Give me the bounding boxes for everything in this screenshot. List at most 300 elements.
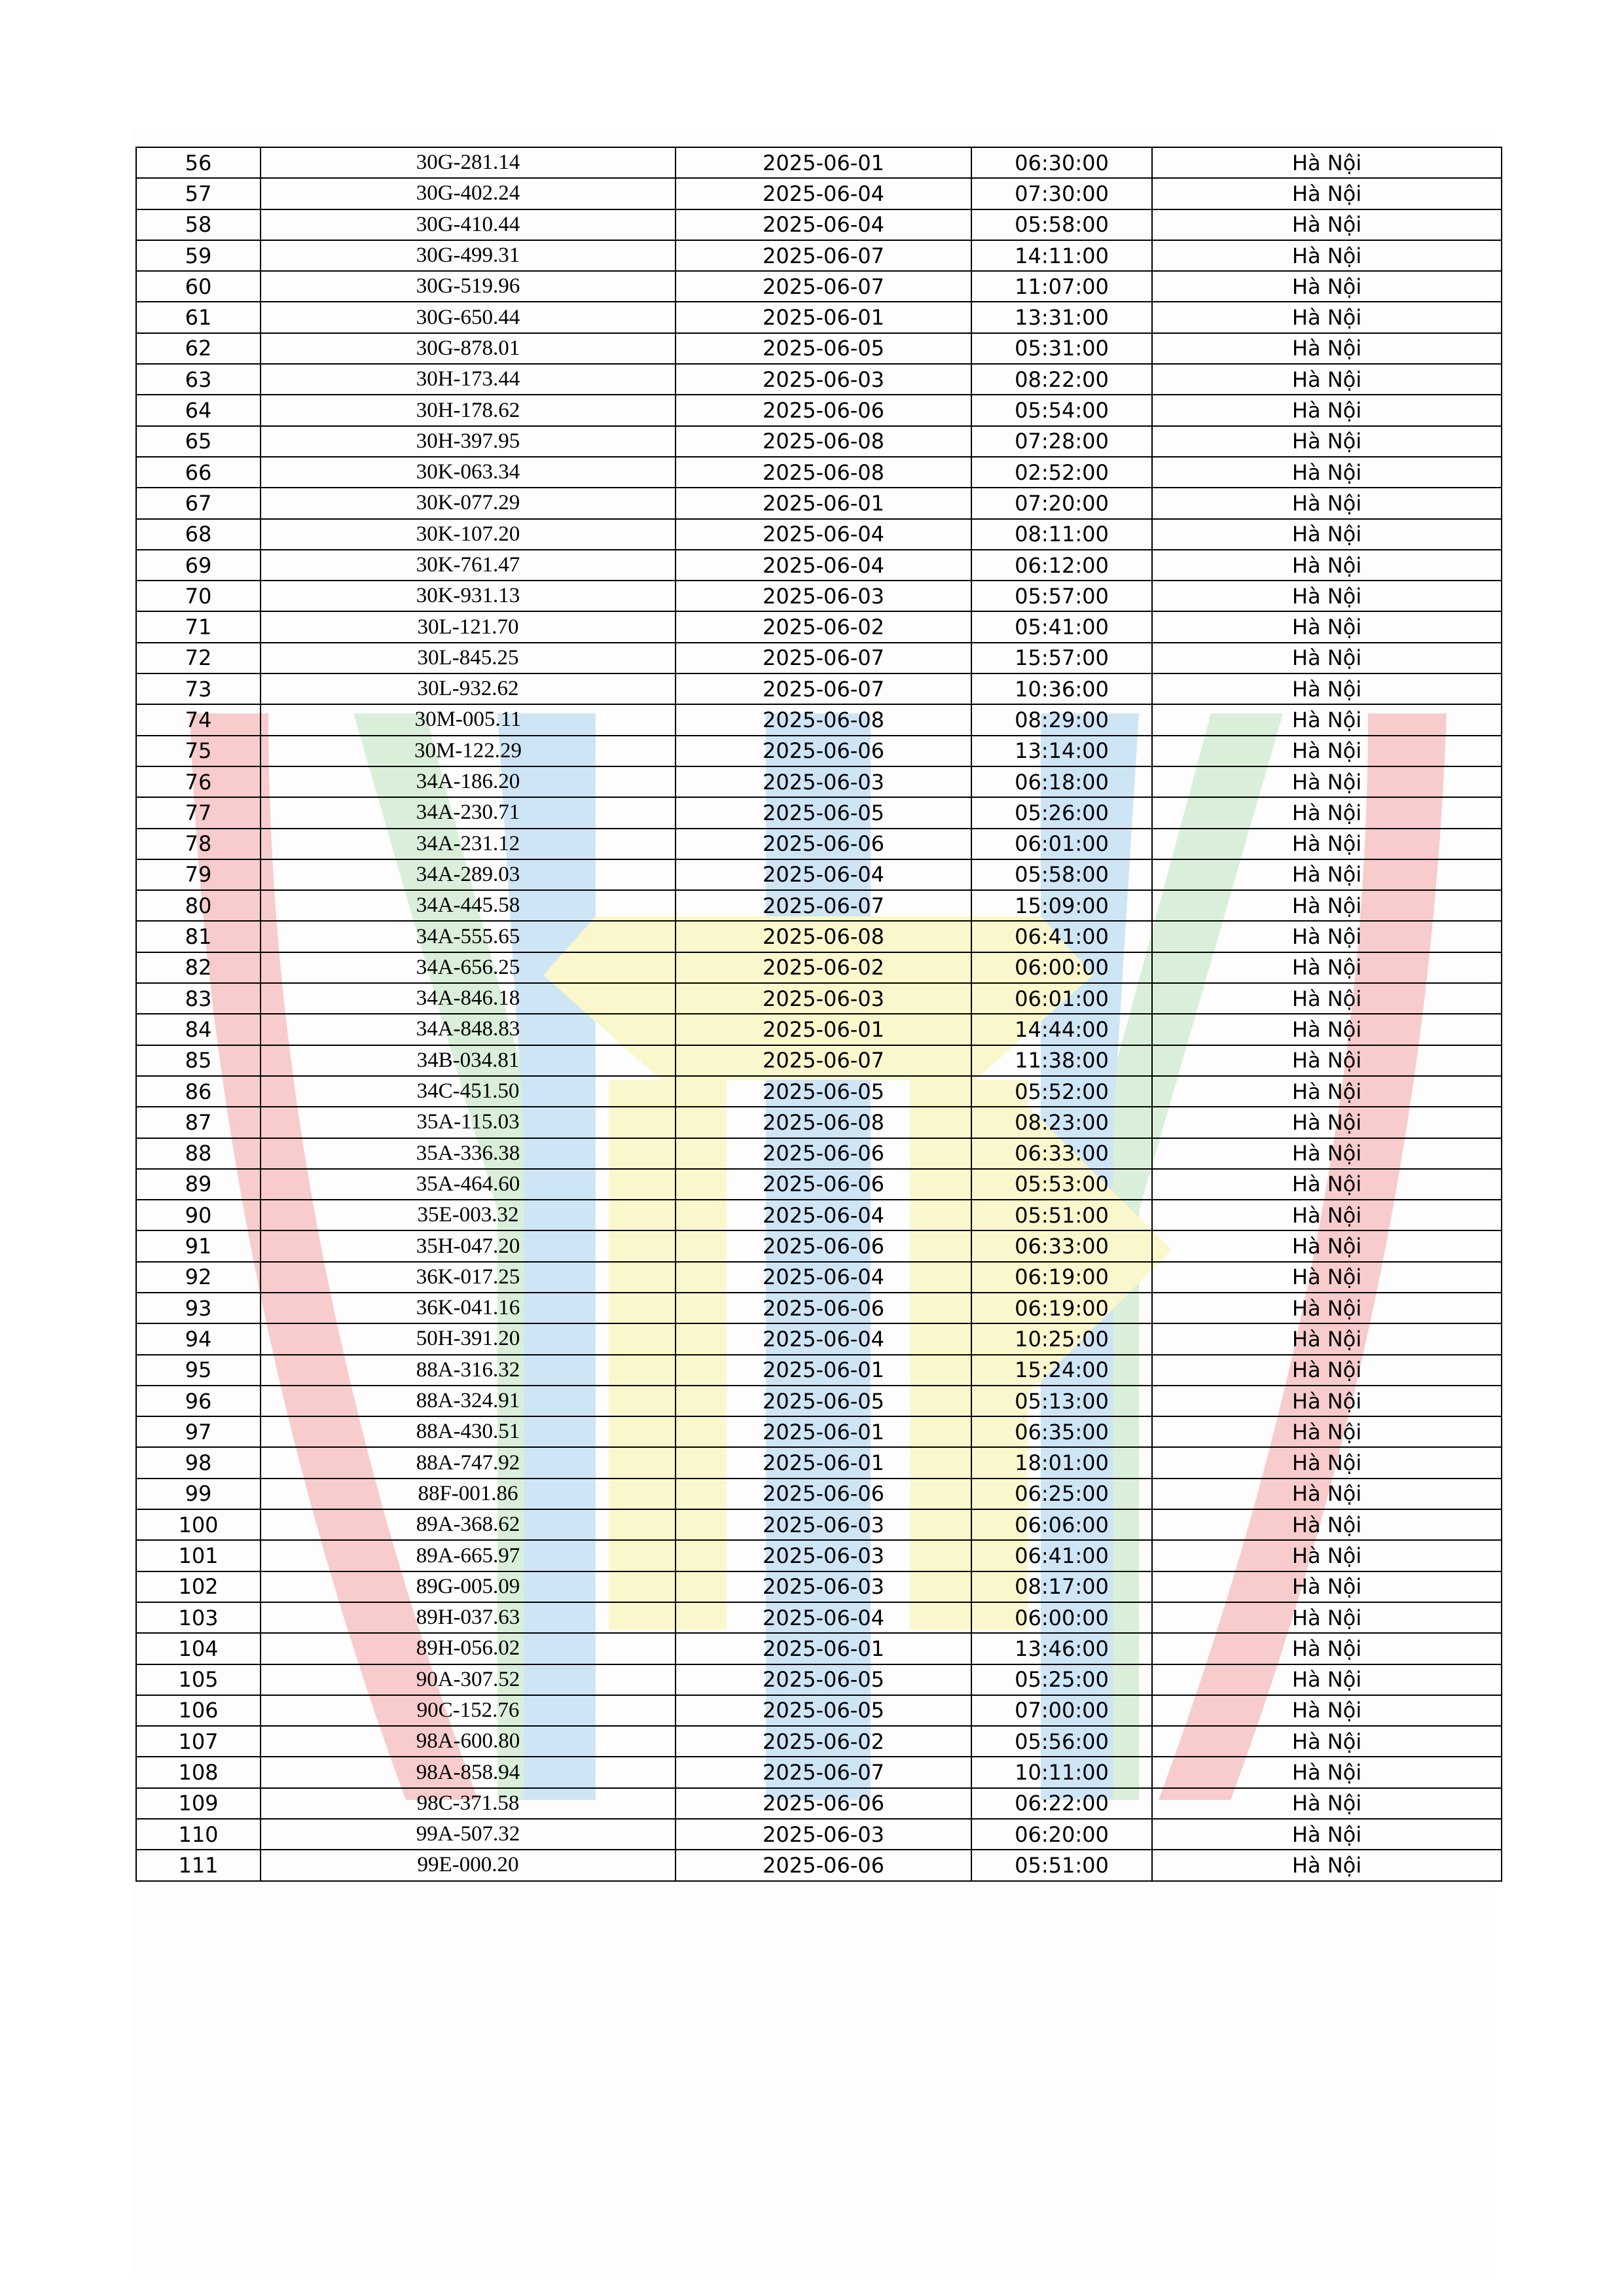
cell-stt: 69 [136,550,261,581]
cell-license-plate: 30M-122.29 [261,736,676,766]
cell-license-plate: 88A-316.32 [261,1355,676,1386]
cell-license-plate: 35A-336.38 [261,1138,676,1169]
cell-date: 2025-06-05 [676,1664,971,1695]
cell-date: 2025-06-06 [676,1788,971,1819]
cell-location: Hà Nội [1152,581,1502,611]
cell-license-plate: 89H-037.63 [261,1602,676,1633]
cell-date: 2025-06-04 [676,859,971,890]
cell-date: 2025-06-07 [676,673,971,704]
cell-license-plate: 30K-931.13 [261,581,676,611]
cell-location: Hà Nội [1152,271,1502,302]
cell-stt: 64 [136,395,261,425]
cell-license-plate: 30H-173.44 [261,364,676,395]
table-row [136,1695,1502,1726]
table-row [136,147,1502,178]
table-row [136,736,1502,766]
table-row [136,271,1502,302]
cell-date: 2025-06-05 [676,333,971,364]
cell-time: 06:19:00 [971,1262,1152,1293]
cell-location: Hà Nội [1152,457,1502,488]
table-row [136,673,1502,704]
table-row [136,519,1502,550]
cell-date: 2025-06-07 [676,890,971,921]
cell-stt: 68 [136,519,261,550]
cell-license-plate: 30G-519.96 [261,271,676,302]
table-row [136,426,1502,457]
cell-stt: 61 [136,302,261,332]
table-row [136,240,1502,271]
cell-location: Hà Nội [1152,209,1502,240]
cell-time: 08:23:00 [971,1107,1152,1138]
table-row [136,859,1502,890]
cell-time: 06:33:00 [971,1230,1152,1261]
table-row [136,1200,1502,1230]
cell-date: 2025-06-02 [676,1726,971,1757]
cell-license-plate: 34A-445.58 [261,890,676,921]
cell-location: Hà Nội [1152,643,1502,673]
cell-license-plate: 30L-932.62 [261,673,676,704]
cell-location: Hà Nội [1152,890,1502,921]
table-row [136,704,1502,735]
cell-date: 2025-06-02 [676,952,971,983]
table-row [136,581,1502,611]
cell-license-plate: 30G-281.14 [261,147,676,178]
cell-location: Hà Nội [1152,1695,1502,1726]
cell-stt: 59 [136,240,261,271]
cell-location: Hà Nội [1152,1323,1502,1354]
cell-stt: 84 [136,1014,261,1045]
cell-date: 2025-06-03 [676,766,971,797]
cell-license-plate: 30H-178.62 [261,395,676,425]
cell-location: Hà Nội [1152,797,1502,828]
cell-date: 2025-06-08 [676,426,971,457]
cell-location: Hà Nội [1152,1788,1502,1819]
cell-time: 06:01:00 [971,829,1152,859]
cell-date: 2025-06-04 [676,1602,971,1633]
cell-license-plate: 90C-152.76 [261,1695,676,1726]
cell-license-plate: 36K-017.25 [261,1262,676,1293]
cell-license-plate: 88A-324.91 [261,1386,676,1416]
cell-time: 05:56:00 [971,1726,1152,1757]
table-row [136,1447,1502,1478]
cell-location: Hà Nội [1152,1479,1502,1509]
cell-stt: 80 [136,890,261,921]
table-row [136,1540,1502,1571]
cell-date: 2025-06-03 [676,1571,971,1602]
cell-stt: 66 [136,457,261,488]
cell-license-plate: 30H-397.95 [261,426,676,457]
table-row [136,1788,1502,1819]
cell-license-plate: 30G-402.24 [261,178,676,209]
table-row [136,766,1502,797]
cell-location: Hà Nội [1152,178,1502,209]
table-row [136,364,1502,395]
cell-location: Hà Nội [1152,1571,1502,1602]
cell-stt: 95 [136,1355,261,1386]
table-row [136,1262,1502,1293]
cell-stt: 63 [136,364,261,395]
cell-time: 11:07:00 [971,271,1152,302]
cell-date: 2025-06-03 [676,1509,971,1540]
records-table-body [136,147,1502,1881]
cell-license-plate: 89H-056.02 [261,1633,676,1664]
cell-location: Hà Nội [1152,1014,1502,1045]
cell-time: 06:41:00 [971,1540,1152,1571]
cell-date: 2025-06-01 [676,302,971,332]
cell-time: 13:14:00 [971,736,1152,766]
cell-stt: 97 [136,1416,261,1447]
cell-time: 08:17:00 [971,1571,1152,1602]
table-row [136,1076,1502,1107]
cell-date: 2025-06-04 [676,519,971,550]
cell-date: 2025-06-08 [676,704,971,735]
cell-time: 06:12:00 [971,550,1152,581]
cell-date: 2025-06-06 [676,395,971,425]
cell-license-plate: 34A-555.65 [261,921,676,952]
cell-stt: 88 [136,1138,261,1169]
cell-stt: 72 [136,643,261,673]
cell-date: 2025-06-08 [676,457,971,488]
cell-time: 06:25:00 [971,1479,1152,1509]
cell-time: 15:57:00 [971,643,1152,673]
cell-date: 2025-06-08 [676,921,971,952]
cell-time: 18:01:00 [971,1447,1152,1478]
cell-time: 05:54:00 [971,395,1152,425]
cell-stt: 83 [136,983,261,1014]
cell-license-plate: 35E-003.32 [261,1200,676,1230]
cell-location: Hà Nội [1152,364,1502,395]
cell-time: 05:51:00 [971,1200,1152,1230]
cell-location: Hà Nội [1152,1540,1502,1571]
table-row [136,983,1502,1014]
cell-time: 06:00:00 [971,1602,1152,1633]
cell-stt: 85 [136,1045,261,1076]
cell-time: 10:36:00 [971,673,1152,704]
cell-time: 06:01:00 [971,983,1152,1014]
cell-license-plate: 30K-077.29 [261,488,676,518]
cell-location: Hà Nội [1152,1230,1502,1261]
cell-time: 10:11:00 [971,1757,1152,1787]
cell-location: Hà Nội [1152,1757,1502,1787]
cell-license-plate: 30G-878.01 [261,333,676,364]
cell-time: 07:30:00 [971,178,1152,209]
table-row [136,1757,1502,1787]
cell-time: 07:00:00 [971,1695,1152,1726]
cell-stt: 74 [136,704,261,735]
cell-license-plate: 88F-001.86 [261,1479,676,1509]
cell-location: Hà Nội [1152,426,1502,457]
cell-stt: 110 [136,1819,261,1850]
cell-license-plate: 98C-371.58 [261,1788,676,1819]
cell-location: Hà Nội [1152,1169,1502,1200]
cell-license-plate: 34C-451.50 [261,1076,676,1107]
cell-license-plate: 30K-761.47 [261,550,676,581]
table-row [136,952,1502,983]
table-row [136,1169,1502,1200]
cell-time: 06:20:00 [971,1819,1152,1850]
cell-stt: 86 [136,1076,261,1107]
vehicle-records-table [135,147,1502,1882]
cell-location: Hà Nội [1152,519,1502,550]
cell-date: 2025-06-04 [676,1262,971,1293]
table-row [136,1014,1502,1045]
cell-location: Hà Nội [1152,1850,1502,1880]
cell-location: Hà Nội [1152,673,1502,704]
table-row [136,333,1502,364]
table-row [136,178,1502,209]
cell-time: 06:41:00 [971,921,1152,952]
cell-license-plate: 30G-650.44 [261,302,676,332]
cell-stt: 92 [136,1262,261,1293]
cell-stt: 71 [136,611,261,642]
cell-stt: 108 [136,1757,261,1787]
cell-date: 2025-06-01 [676,1014,971,1045]
cell-date: 2025-06-06 [676,1169,971,1200]
cell-location: Hà Nội [1152,983,1502,1014]
cell-location: Hà Nội [1152,1262,1502,1293]
cell-time: 06:18:00 [971,766,1152,797]
cell-license-plate: 34A-186.20 [261,766,676,797]
cell-date: 2025-06-02 [676,611,971,642]
cell-time: 11:38:00 [971,1045,1152,1076]
cell-location: Hà Nội [1152,952,1502,983]
table-row [136,1633,1502,1664]
cell-time: 05:52:00 [971,1076,1152,1107]
cell-time: 07:28:00 [971,426,1152,457]
cell-location: Hà Nội [1152,1200,1502,1230]
cell-location: Hà Nội [1152,1664,1502,1695]
cell-license-plate: 30L-121.70 [261,611,676,642]
cell-license-plate: 30G-499.31 [261,240,676,271]
cell-stt: 89 [136,1169,261,1200]
table-row [136,1509,1502,1540]
cell-stt: 96 [136,1386,261,1416]
cell-license-plate: 88A-430.51 [261,1416,676,1447]
cell-stt: 109 [136,1788,261,1819]
cell-location: Hà Nội [1152,1447,1502,1478]
cell-date: 2025-06-05 [676,1695,971,1726]
cell-stt: 81 [136,921,261,952]
cell-date: 2025-06-06 [676,829,971,859]
cell-license-plate: 99A-507.32 [261,1819,676,1850]
cell-license-plate: 89A-665.97 [261,1540,676,1571]
table-row [136,1293,1502,1323]
cell-license-plate: 34A-231.12 [261,829,676,859]
cell-time: 05:53:00 [971,1169,1152,1200]
cell-license-plate: 98A-858.94 [261,1757,676,1787]
cell-time: 06:33:00 [971,1138,1152,1169]
table-row [136,1416,1502,1447]
cell-stt: 99 [136,1479,261,1509]
cell-time: 05:26:00 [971,797,1152,828]
cell-time: 06:06:00 [971,1509,1152,1540]
cell-time: 05:13:00 [971,1386,1152,1416]
table-row [136,1726,1502,1757]
cell-time: 13:46:00 [971,1633,1152,1664]
cell-license-plate: 88A-747.92 [261,1447,676,1478]
cell-stt: 104 [136,1633,261,1664]
cell-date: 2025-06-05 [676,797,971,828]
cell-location: Hà Nội [1152,736,1502,766]
table-row [136,1138,1502,1169]
cell-time: 15:24:00 [971,1355,1152,1386]
cell-date: 2025-06-06 [676,1293,971,1323]
cell-date: 2025-06-06 [676,1479,971,1509]
table-row [136,1664,1502,1695]
cell-stt: 67 [136,488,261,518]
cell-location: Hà Nội [1152,333,1502,364]
cell-stt: 73 [136,673,261,704]
table-row [136,395,1502,425]
cell-time: 02:52:00 [971,457,1152,488]
table-row [136,643,1502,673]
cell-license-plate: 36K-041.16 [261,1293,676,1323]
cell-date: 2025-06-06 [676,736,971,766]
cell-stt: 77 [136,797,261,828]
cell-date: 2025-06-04 [676,209,971,240]
cell-date: 2025-06-04 [676,178,971,209]
cell-location: Hà Nội [1152,1633,1502,1664]
cell-time: 07:20:00 [971,488,1152,518]
cell-location: Hà Nội [1152,1045,1502,1076]
cell-stt: 87 [136,1107,261,1138]
cell-stt: 91 [136,1230,261,1261]
table-row [136,1479,1502,1509]
cell-location: Hà Nội [1152,859,1502,890]
cell-license-plate: 30K-107.20 [261,519,676,550]
cell-license-plate: 35A-464.60 [261,1169,676,1200]
cell-location: Hà Nội [1152,921,1502,952]
cell-stt: 100 [136,1509,261,1540]
cell-stt: 93 [136,1293,261,1323]
cell-date: 2025-06-07 [676,1045,971,1076]
cell-stt: 58 [136,209,261,240]
cell-time: 06:19:00 [971,1293,1152,1323]
cell-date: 2025-06-07 [676,271,971,302]
table-row [136,302,1502,332]
cell-stt: 70 [136,581,261,611]
table-row [136,457,1502,488]
cell-date: 2025-06-05 [676,1076,971,1107]
cell-location: Hà Nội [1152,147,1502,178]
cell-date: 2025-06-08 [676,1107,971,1138]
cell-location: Hà Nội [1152,302,1502,332]
table-row [136,1045,1502,1076]
table-row [136,1355,1502,1386]
cell-stt: 82 [136,952,261,983]
cell-stt: 107 [136,1726,261,1757]
cell-date: 2025-06-04 [676,550,971,581]
table-row [136,488,1502,518]
cell-location: Hà Nội [1152,611,1502,642]
cell-location: Hà Nội [1152,1416,1502,1447]
cell-date: 2025-06-01 [676,1447,971,1478]
cell-stt: 98 [136,1447,261,1478]
cell-stt: 65 [136,426,261,457]
cell-stt: 106 [136,1695,261,1726]
cell-location: Hà Nội [1152,704,1502,735]
cell-stt: 57 [136,178,261,209]
cell-license-plate: 34A-846.18 [261,983,676,1014]
cell-time: 05:51:00 [971,1850,1152,1880]
cell-date: 2025-06-01 [676,1355,971,1386]
cell-time: 06:00:00 [971,952,1152,983]
cell-stt: 111 [136,1850,261,1880]
cell-stt: 90 [136,1200,261,1230]
cell-time: 08:11:00 [971,519,1152,550]
cell-time: 06:22:00 [971,1788,1152,1819]
cell-location: Hà Nội [1152,1819,1502,1850]
cell-license-plate: 89G-005.09 [261,1571,676,1602]
cell-location: Hà Nội [1152,1509,1502,1540]
cell-stt: 105 [136,1664,261,1695]
cell-license-plate: 30G-410.44 [261,209,676,240]
cell-location: Hà Nội [1152,766,1502,797]
cell-date: 2025-06-07 [676,1757,971,1787]
cell-date: 2025-06-01 [676,1416,971,1447]
cell-time: 05:41:00 [971,611,1152,642]
cell-location: Hà Nội [1152,240,1502,271]
cell-date: 2025-06-05 [676,1386,971,1416]
cell-license-plate: 34A-848.83 [261,1014,676,1045]
cell-location: Hà Nội [1152,1386,1502,1416]
cell-stt: 56 [136,147,261,178]
cell-license-plate: 50H-391.20 [261,1323,676,1354]
cell-date: 2025-06-03 [676,581,971,611]
cell-license-plate: 30M-005.11 [261,704,676,735]
cell-stt: 78 [136,829,261,859]
cell-date: 2025-06-07 [676,643,971,673]
cell-location: Hà Nội [1152,550,1502,581]
cell-time: 14:11:00 [971,240,1152,271]
cell-stt: 102 [136,1571,261,1602]
table-row [136,1323,1502,1354]
cell-time: 14:44:00 [971,1014,1152,1045]
cell-stt: 94 [136,1323,261,1354]
cell-license-plate: 34A-656.25 [261,952,676,983]
cell-license-plate: 34B-034.81 [261,1045,676,1076]
table-row [136,550,1502,581]
cell-date: 2025-06-03 [676,1540,971,1571]
table-row [136,611,1502,642]
cell-location: Hà Nội [1152,1602,1502,1633]
cell-license-plate: 30L-845.25 [261,643,676,673]
cell-license-plate: 98A-600.80 [261,1726,676,1757]
cell-location: Hà Nội [1152,829,1502,859]
cell-time: 05:31:00 [971,333,1152,364]
cell-date: 2025-06-07 [676,240,971,271]
cell-location: Hà Nội [1152,395,1502,425]
table-row [136,1230,1502,1261]
cell-time: 05:58:00 [971,209,1152,240]
cell-location: Hà Nội [1152,1138,1502,1169]
cell-stt: 76 [136,766,261,797]
cell-stt: 75 [136,736,261,766]
cell-license-plate: 35H-047.20 [261,1230,676,1261]
table-row [136,1571,1502,1602]
cell-time: 05:57:00 [971,581,1152,611]
cell-stt: 62 [136,333,261,364]
cell-license-plate: 89A-368.62 [261,1509,676,1540]
cell-stt: 101 [136,1540,261,1571]
table-row [136,209,1502,240]
cell-time: 05:58:00 [971,859,1152,890]
table-row [136,1602,1502,1633]
cell-date: 2025-06-03 [676,1819,971,1850]
cell-license-plate: 34A-289.03 [261,859,676,890]
cell-time: 10:25:00 [971,1323,1152,1354]
cell-stt: 60 [136,271,261,302]
